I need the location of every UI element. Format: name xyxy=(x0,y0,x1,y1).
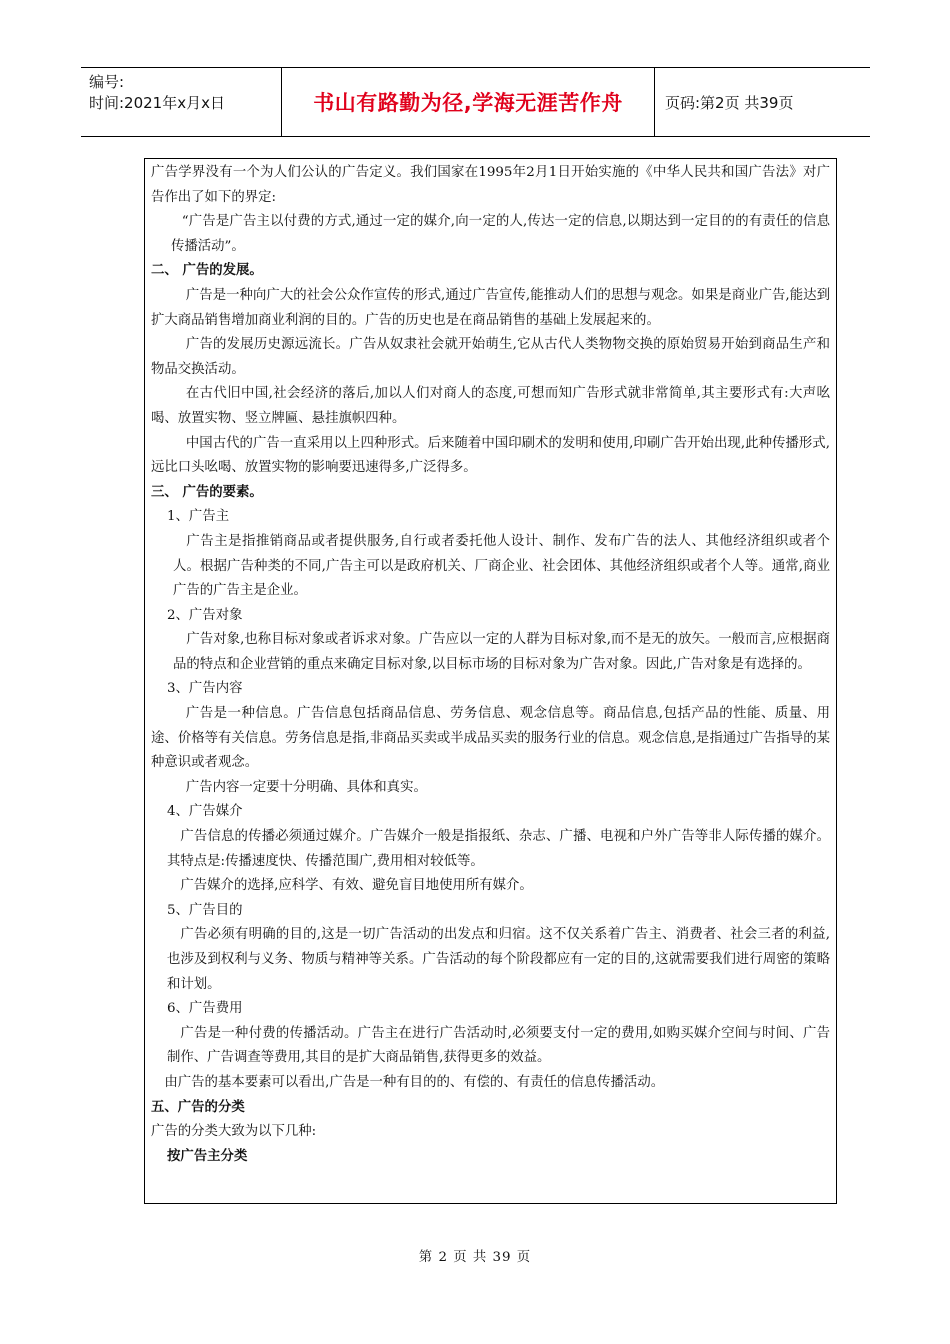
element-text: 广告媒介的选择,应科学、有效、避免盲目地使用所有媒介。 xyxy=(180,878,533,894)
motto-text: 书山有路勤为径,学海无涯苦作舟 xyxy=(313,91,623,115)
paragraph: 广告学界没有一个为人们公认的广告定义。我们国家在1995年2月1日开始实施的《中华人民共和国广告法》对广告作出了如下的界定: xyxy=(151,165,830,205)
element-text: 广告必须有明确的目的,这是一切广告活动的出发点和归宿。这不仅关系着广告主、消费者、社会三者的利益,也涉及到权利与义务、物质与精神等关系。广告活动的每个阶段都应有一定的目的,这就需要我们进行周密的策略和计划。 xyxy=(167,927,830,992)
paragraph: 广告是一种向广大的社会公众作宣传的形式,通过广告宣传,能推动人们的思想与观念。如果是商业广告,能达到扩大商品销售增加商业利润的目的。广告的历史也是在商品销售的基础上发展起来的。 xyxy=(151,287,830,328)
summary-text: 由广告的基本要素可以看出,广告是一种有目的的、有偿的、有责任的信息传播活动。 xyxy=(164,1074,665,1090)
header-motto xyxy=(282,68,655,136)
element-text: 广告对象,也称目标对象或者诉求对象。广告应以一定的人群为目标对象,而不是无的放矢。一般而言,应根据商品的特点和企业营销的重点来确定目标对象,以目标市场的目标对象为广告对象。因此,广告对象是有选择的。 xyxy=(173,632,830,672)
element-text: 广告内容一定要十分明确、具体和真实。 xyxy=(185,779,427,795)
sub-heading: 按广告主分类 xyxy=(167,1148,248,1164)
element-title: 2、广告对象 xyxy=(167,607,243,623)
section-heading: 五、广告的分类 xyxy=(151,1099,245,1115)
header-meta xyxy=(81,68,282,136)
content-box xyxy=(144,158,837,1204)
paragraph: 广告的发展历史源远流长。广告从奴隶社会就开始萌生,它从古代人类物物交换的原始贸易开始到商品生产和物品交换活动。 xyxy=(151,337,830,377)
page-code: 页码:第2页 共39页 xyxy=(665,93,794,112)
element-title: 1、广告主 xyxy=(167,509,230,525)
number-label: 编号: xyxy=(89,73,125,91)
paragraph: 中国古代的广告一直采用以上四种形式。后来随着中国印刷术的发明和使用,印刷广告开始出现,此种传播形式,远比口头吆喝、放置实物的影响要迅速得多,广泛得多。 xyxy=(151,435,830,476)
element-text: 广告主是指推销商品或者提供服务,自行或者委托他人设计、制作、发布广告的法人、其他经济组织或者个人。根据广告种类的不同,广告主可以是政府机关、厂商企业、社会团体、其他经济组织或者个人等。通常,商业广告的广告主是企业。 xyxy=(173,533,830,599)
paragraph: 广告的分类大致为以下几种: xyxy=(151,1124,317,1140)
element-text: 广告是一种付费的传播活动。广告主在进行广告活动时,必须要支付一定的费用,如购买媒介空间与时间、广告制作、广告调查等费用,其目的是扩大商品销售,获得更多的效益。 xyxy=(167,1025,830,1066)
time-label: 时间:2021年x月x日 xyxy=(89,94,225,112)
element-text: 广告是一种信息。广告信息包括商品信息、劳务信息、观念信息等。商品信息,包括产品的性能、质量、用途、价格等有关信息。劳务信息是指,非商品买卖或半成品买卖的服务行业的信息。观念信息,是指通过广告指导的某种意识或者观念。 xyxy=(151,706,830,771)
element-text: 广告信息的传播必须通过媒介。广告媒介一般是指报纸、杂志、广播、电视和户外广告等非人际传播的媒介。其特点是:传播速度快、传播范围广,费用相对较低等。 xyxy=(167,829,830,869)
section-heading: 三、 广告的要素。 xyxy=(151,484,263,500)
element-title: 5、广告目的 xyxy=(167,902,243,918)
section-heading: 二、 广告的发展。 xyxy=(151,263,263,279)
definition-quote: “广告是广告主以付费的方式,通过一定的媒介,向一定的人,传达一定的信息,以期达到一定目的的有责任的信息传播活动”。 xyxy=(171,214,830,254)
page-footer: 第 2 页 共 39 页 xyxy=(418,1250,532,1265)
element-title: 6、广告费用 xyxy=(167,1001,243,1017)
element-title: 4、广告媒介 xyxy=(167,804,243,820)
page-header xyxy=(81,67,870,137)
element-title: 3、广告内容 xyxy=(167,681,243,697)
paragraph: 在古代旧中国,社会经济的落后,加以人们对商人的态度,可想而知广告形式就非常简单,其主要形式有:大声吆喝、放置实物、竖立牌匾、悬挂旗帜四种。 xyxy=(151,386,830,426)
